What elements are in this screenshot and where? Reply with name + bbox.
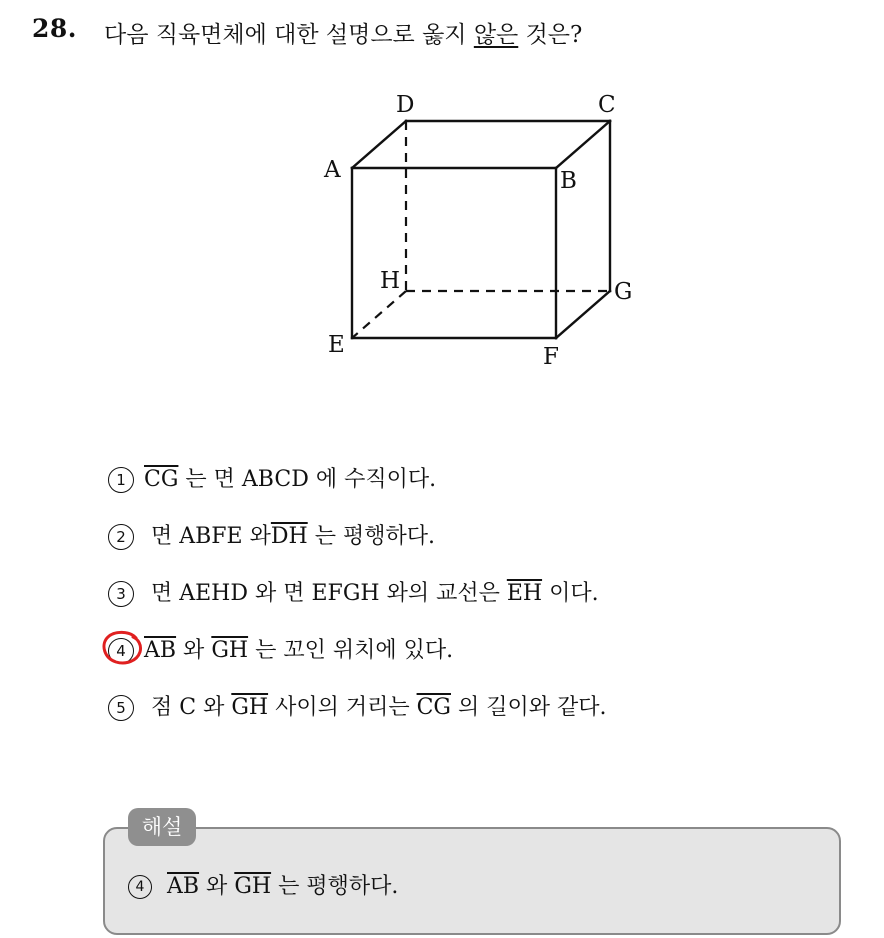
label-g: G [614,279,633,305]
explanation-part [160,874,167,899]
choice-text: 와 [176,638,212,663]
choice-text: 는 평행하다. [307,524,435,549]
question-text-after: 것은? [518,22,583,48]
explanation-tag: 해설 [128,808,196,846]
choice-number: 2 [108,524,134,550]
edge-cb [556,121,610,168]
segment-name: $\overline{CG}$ [416,695,451,720]
choice-1[interactable] [108,462,436,493]
explanation-part: 는 평행하다. [271,874,399,899]
label-d: D [396,92,415,118]
segment-name: $\overline{AB}$ [167,874,200,899]
choice-text: 면 AEHD 와 면 EFGH 와의 교선은 [144,581,507,606]
choice-number: 4 [108,638,134,664]
choice-text: 이다. [542,581,599,606]
label-h: H [380,268,401,294]
label-b: B [560,168,577,194]
segment-name: $\overline{GH}$ [211,638,249,663]
label-f: F [543,344,559,370]
choice-5[interactable] [108,690,607,721]
choice-text: 의 길이와 같다. [451,695,607,720]
edge-ad [352,121,406,168]
explanation-number: 4 [128,875,152,899]
choice-text: 면 ABFE 와 [144,524,271,549]
question-number: 28. [32,14,77,43]
cuboid-figure [300,80,660,380]
choice-4[interactable] [108,633,453,664]
label-c: C [598,92,616,118]
segment-name: $\overline{GH}$ [234,874,272,899]
choice-text: 점 C 와 [144,695,232,720]
segment-name: $\overline{DH}$ [270,524,308,549]
choice-2[interactable] [108,519,435,550]
choice-text: 는 면 ABCD 에 수직이다. [178,467,437,492]
segment-name: $\overline{AB}$ [144,638,177,663]
choice-3[interactable] [108,576,599,607]
question-text-before: 다음 직육면체에 대한 설명으로 옳지 [104,22,474,48]
choice-number: 1 [108,467,134,493]
question-text [104,16,582,49]
choice-text: 사이의 거리는 [268,695,417,720]
explanation-part: 와 [199,874,235,899]
edge-gf [556,291,610,338]
answer-circle-mark [100,628,148,668]
label-a: A [324,157,341,183]
segment-name: $\overline{EH}$ [506,581,543,606]
segment-name: $\overline{CG}$ [144,467,179,492]
question-text-underlined: 않은 [473,22,519,48]
explanation-text [128,869,398,900]
choice-number: 5 [108,695,134,721]
edge-he [352,291,406,338]
segment-name: $\overline{GH}$ [231,695,269,720]
choice-number: 3 [108,581,134,607]
label-e: E [328,332,345,358]
cuboid-diagram [300,80,660,380]
choice-text: 는 꼬인 위치에 있다. [248,638,454,663]
